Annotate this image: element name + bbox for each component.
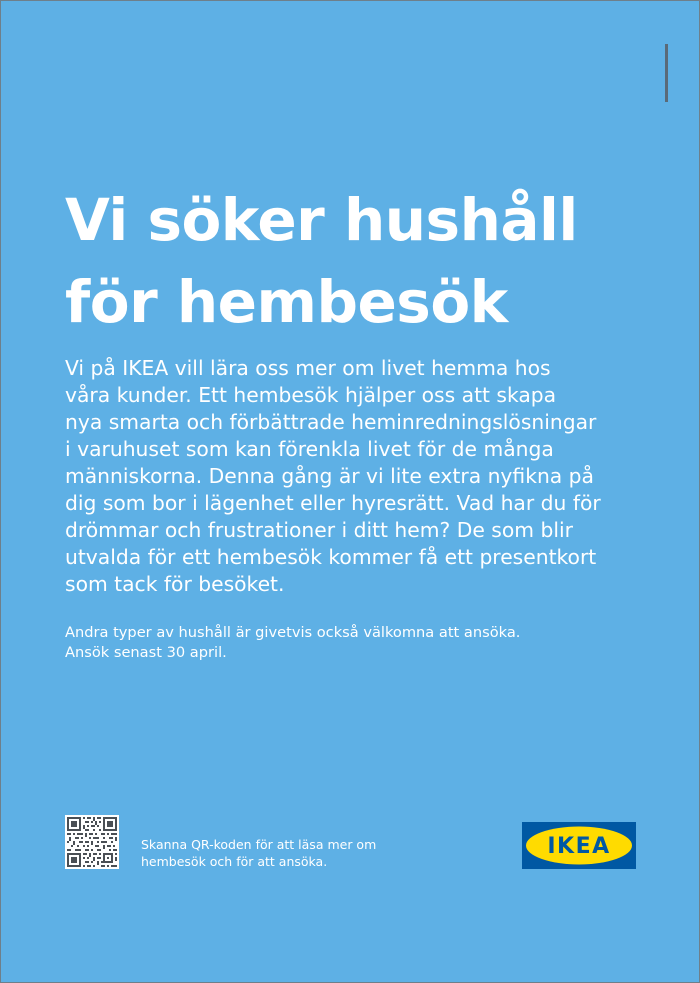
qr-caption-line: hembesök och för att ansöka.	[141, 854, 328, 869]
body-line: människorna. Denna gång är vi lite extra nyfikna på	[65, 464, 594, 488]
note-line: Andra typer av hushåll är givetvis också välkomna att ansöka.	[65, 624, 521, 641]
corner-mark	[665, 44, 668, 102]
ikea-logo	[522, 822, 636, 869]
body-line: våra kunder. Ett hembesök hjälper oss att skapa	[65, 383, 557, 407]
qr-caption	[141, 836, 376, 870]
qr-code-icon[interactable]	[65, 815, 119, 869]
body-line: drömmar och frustrationer i ditt hem? De som blir	[65, 518, 573, 542]
headline-line-2: för hembesök	[65, 268, 508, 336]
body-line: nya smarta och förbättrade heminredningslösningar	[65, 410, 597, 434]
ikea-logo-text: IKEA	[547, 834, 611, 859]
body-line: i varuhuset som kan förenkla livet för de många	[65, 437, 554, 461]
body-line: dig som bor i lägenhet eller hyresrätt. Vad har du för	[65, 491, 601, 515]
body-paragraph	[65, 355, 665, 598]
note-paragraph	[65, 623, 665, 663]
body-line: Vi på IKEA vill lära oss mer om livet hemma hos	[65, 356, 551, 380]
qr-caption-line: Skanna QR-koden för att läsa mer om	[141, 837, 377, 852]
body-line: utvalda för ett hembesök kommer få ett presentkort	[65, 545, 597, 569]
headline-line-1: Vi söker hushåll	[65, 186, 578, 254]
headline	[65, 179, 665, 343]
note-line: Ansök senast 30 april.	[65, 644, 227, 661]
body-line: som tack för besöket.	[65, 572, 285, 596]
